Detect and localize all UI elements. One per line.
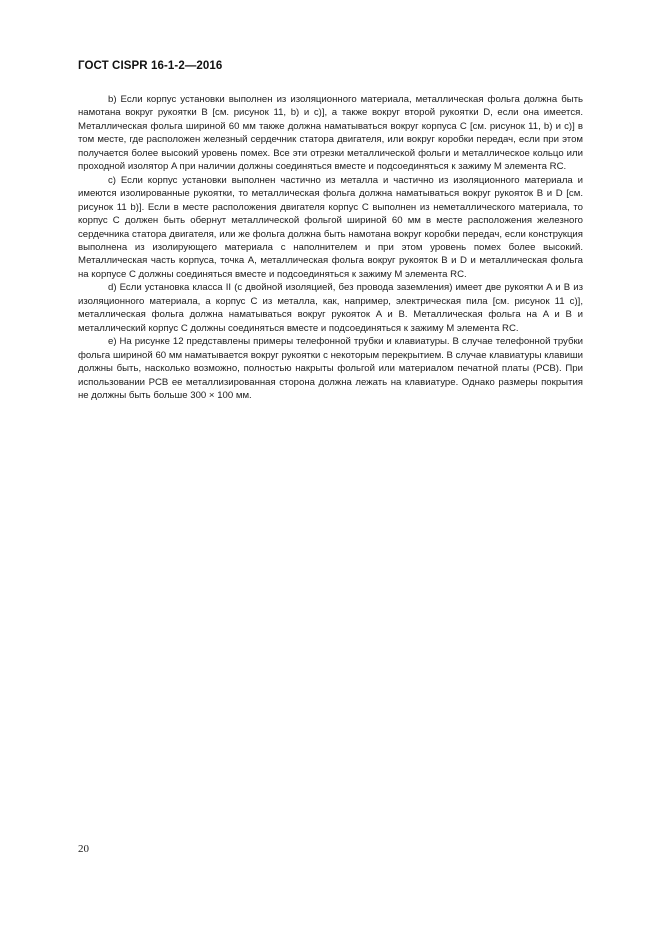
document-body	[78, 93, 583, 402]
paragraph-c: c) Если корпус установки выполнен частично из металла и частично из изоляционного материала и имеются изолированные рукоятки, то металлическая фольга должна наматываться вокруг рукояток B и D [см. рисунок 11 b)]. Если в месте расположения двигателя корпус C выполнен из неметаллического материала, то корпус C должен быть обернут металлической фольгой шириной 60 мм в месте расположения железного сердечника статора двигателя, или же фольга должна быть намотана вокруг коробки передач, если конструкция выполнена из изолирующего материала с наполнителем и при этом уровень помех более высокий. Металлическая часть корпуса, точка A, металлическая фольга вокруг рукояток B и D и металлическая фольга на корпусе C должны соединяться вместе и подсоединяться к зажиму M элемента RC.	[78, 174, 583, 280]
paragraph-d: d) Если установка класса II (с двойной изоляцией, без провода заземления) имеет две рукоятки A и B из изоляционного материала, а корпус C из металла, как, например, электрическая пила [см. рисунок 11 c)], металлическая фольга должна наматываться вокруг рукояток A и B. Металлическая фольга на A и B и металлический корпус C должны соединяться вместе и подсоединяться к зажиму M элемента RC.	[78, 282, 583, 334]
document-header: ГОСТ CISPR 16-1-2—2016	[78, 60, 223, 72]
page-number: 20	[78, 843, 89, 855]
paragraph-e: e) На рисунке 12 представлены примеры телефонной трубки и клавиатуры. В случае телефонной трубки фольга шириной 60 мм наматывается вокруг рукоятки с некоторым перекрытием. В случае клавиатуры клавиши должны быть, насколько возможно, полностью накрыты фольгой или материалом печатной платы (PCB). При использовании PCB ее металлизированная сторона должна лежать на клавиатуре. Однако размеры покрытия не должны быть больше 300 × 100 мм.	[78, 336, 583, 401]
paragraph-b: b) Если корпус установки выполнен из изоляционного материала, металлическая фольга должна быть намотана вокруг рукоятки B [см. рисунок 11, b) и c)], а также вокруг второй рукоятки D, если она имеется. Металлическая фольга шириной 60 мм также должна наматываться вокруг корпуса C [см. рисунок 11, b) и c)] в том месте, где расположен железный сердечник статора двигателя, или вокруг коробки передач, если при этом получается более высокий уровень помех. Все эти отрезки металлической фольги и металлическое кольцо или проходной изолятор A при наличии должны соединяться вместе и подсоединяться к зажиму M элемента RC.	[78, 94, 583, 173]
